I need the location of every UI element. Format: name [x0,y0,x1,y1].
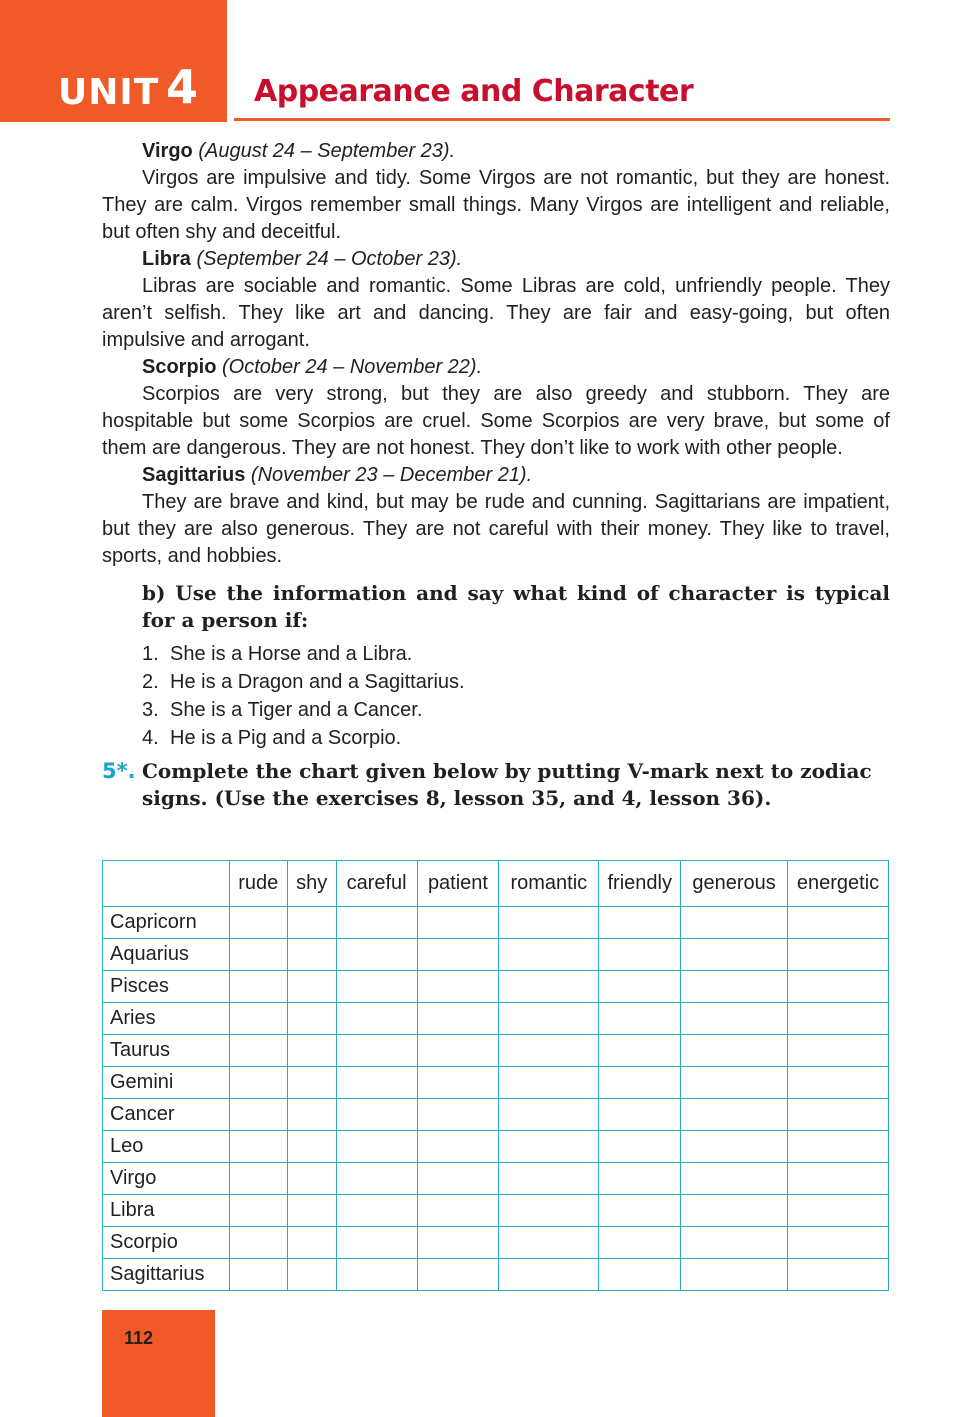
column-header: friendly [599,861,681,907]
sign-name: Virgo [142,140,193,162]
table-row [103,1003,889,1035]
mark-cell[interactable] [788,971,889,1003]
mark-cell[interactable] [287,971,336,1003]
mark-cell[interactable] [336,1163,417,1195]
mark-cell[interactable] [417,1131,499,1163]
table-row [103,1067,889,1099]
mark-cell[interactable] [287,939,336,971]
mark-cell[interactable] [417,1003,499,1035]
column-header: patient [417,861,499,907]
item-number: 1. [142,643,159,665]
table-header-row [103,861,889,907]
mark-cell[interactable] [417,1195,499,1227]
sign-heading-libra [102,246,890,273]
sign-description-sagittarius: They are brave and kind, but may be rude and cunning. Sagittarians are impatient, but they are also generous. They are not careful with their money. They like to travel, sports, and hobbies. [102,491,890,567]
column-header: rude [229,861,287,907]
column-header: generous [681,861,788,907]
item-number: 2. [142,671,159,693]
mark-cell[interactable] [788,1227,889,1259]
mark-cell[interactable] [336,1099,417,1131]
table-row [103,939,889,971]
mark-cell[interactable] [499,971,599,1003]
row-label: Capricorn [103,907,230,939]
mark-cell[interactable] [499,1099,599,1131]
mark-cell[interactable] [599,907,681,939]
mark-cell[interactable] [336,1003,417,1035]
page-number: 112 [124,1328,154,1348]
mark-cell[interactable] [229,907,287,939]
mark-cell[interactable] [287,1003,336,1035]
row-label: Sagittarius [103,1259,230,1291]
mark-cell[interactable] [681,1259,788,1291]
exercise-number: 5*. [102,759,136,783]
mark-cell[interactable] [599,1099,681,1131]
mark-cell[interactable] [229,1131,287,1163]
sign-heading-scorpio [102,354,890,381]
column-header: energetic [788,861,889,907]
mark-cell[interactable] [336,1227,417,1259]
table-row [103,1099,889,1131]
question-list [142,640,890,752]
unit-banner [0,0,227,122]
mark-cell[interactable] [681,1035,788,1067]
mark-cell[interactable] [599,971,681,1003]
mark-cell[interactable] [336,1259,417,1291]
mark-cell[interactable] [229,1003,287,1035]
mark-cell[interactable] [499,1003,599,1035]
mark-cell[interactable] [417,1259,499,1291]
list-item [142,640,890,668]
mark-cell[interactable] [287,1099,336,1131]
mark-cell[interactable] [417,1227,499,1259]
mark-cell[interactable] [229,1067,287,1099]
mark-cell[interactable] [681,1099,788,1131]
column-header: careful [336,861,417,907]
mark-cell[interactable] [287,1195,336,1227]
mark-cell[interactable] [599,939,681,971]
mark-cell[interactable] [681,1003,788,1035]
item-number: 3. [142,699,159,721]
mark-cell[interactable] [417,1067,499,1099]
table-row [103,1227,889,1259]
row-label: Pisces [103,971,230,1003]
mark-cell[interactable] [336,1067,417,1099]
sign-heading-virgo [102,138,890,165]
table-row [103,907,889,939]
mark-cell[interactable] [788,907,889,939]
sign-dates: (October 24 – November 22). [222,356,483,378]
mark-cell[interactable] [336,971,417,1003]
mark-cell[interactable] [788,1259,889,1291]
sign-description-libra: Libras are sociable and romantic. Some Libras are cold, unfriendly people. They aren’t selfish. They like art and dancing. They are fair and easy-going, but often impulsive and arrogant. [102,275,890,351]
table-row [103,1035,889,1067]
row-label: Aries [103,1003,230,1035]
row-label: Leo [103,1131,230,1163]
mark-cell[interactable] [417,1099,499,1131]
column-header: romantic [499,861,599,907]
mark-cell[interactable] [788,939,889,971]
sign-name: Sagittarius [142,464,246,486]
item-text: He is a Pig and a Scorpio. [170,727,402,749]
task-b-instruction: b) Use the information and say what kind of character is typical for a person if: [142,581,890,632]
title-underline [234,118,890,121]
mark-cell[interactable] [229,1163,287,1195]
mark-cell[interactable] [229,939,287,971]
mark-cell[interactable] [229,1227,287,1259]
mark-cell[interactable] [599,1131,681,1163]
mark-cell[interactable] [499,907,599,939]
item-text: He is a Dragon and a Sagittarius. [170,671,465,693]
row-label: Libra [103,1195,230,1227]
mark-cell[interactable] [336,1035,417,1067]
mark-cell[interactable] [336,1131,417,1163]
mark-cell[interactable] [681,971,788,1003]
mark-cell[interactable] [499,1163,599,1195]
mark-cell[interactable] [499,1227,599,1259]
table-row [103,1259,889,1291]
mark-cell[interactable] [788,1067,889,1099]
zodiac-character-chart [102,860,889,1291]
mark-cell[interactable] [336,1195,417,1227]
sign-description-scorpio: Scorpios are very strong, but they are also greedy and stubborn. They are hospitable but some Scorpios are cruel. Some Scorpios are very brave, but some of them are dangerous. They are not honest. They don’t like to work with other people. [102,383,890,459]
mark-cell[interactable] [229,971,287,1003]
mark-cell[interactable] [599,1227,681,1259]
unit-number: 4 [166,60,199,114]
mark-cell[interactable] [681,1067,788,1099]
mark-cell[interactable] [287,1067,336,1099]
item-number: 4. [142,727,159,749]
sign-heading-sagittarius [102,462,890,489]
mark-cell[interactable] [599,1195,681,1227]
sign-dates: (August 24 – September 23). [198,140,456,162]
mark-cell[interactable] [336,907,417,939]
mark-cell[interactable] [287,1227,336,1259]
sign-dates: (November 23 – December 21). [250,464,533,486]
mark-cell[interactable] [417,1035,499,1067]
mark-cell[interactable] [229,1035,287,1067]
mark-cell[interactable] [681,939,788,971]
mark-cell[interactable] [336,939,417,971]
mark-cell[interactable] [599,1003,681,1035]
mark-cell[interactable] [499,1067,599,1099]
mark-cell[interactable] [788,1195,889,1227]
mark-cell[interactable] [287,1035,336,1067]
mark-cell[interactable] [417,939,499,971]
table-body [103,907,889,1291]
sign-name: Scorpio [142,356,217,378]
mark-cell[interactable] [287,1259,336,1291]
row-label: Virgo [103,1163,230,1195]
mark-cell[interactable] [788,1003,889,1035]
table-row [103,1163,889,1195]
mark-cell[interactable] [229,1195,287,1227]
exercise-instruction: Complete the chart given below by putting V-mark next to zodiac signs. (Use the exercises 8, lesson 35, and 4, lesson 36). [142,759,872,810]
list-item [142,724,890,752]
mark-cell[interactable] [681,1131,788,1163]
mark-cell[interactable] [229,1259,287,1291]
mark-cell[interactable] [788,1163,889,1195]
mark-cell[interactable] [599,1259,681,1291]
row-label: Cancer [103,1099,230,1131]
corner-cell [103,861,230,907]
mark-cell[interactable] [599,1035,681,1067]
row-label: Taurus [103,1035,230,1067]
sign-description-virgo: Virgos are impulsive and tidy. Some Virgos are not romantic, but they are honest. They are calm. Virgos remember small things. Many Virgos are intelligent and reliable, but often shy and deceitful. [102,167,890,243]
exercise-5 [102,758,890,812]
row-label: Aquarius [103,939,230,971]
page-title: Appearance and Character [254,74,694,109]
mark-cell[interactable] [681,1163,788,1195]
mark-cell[interactable] [599,1163,681,1195]
row-label: Gemini [103,1067,230,1099]
sign-dates: (September 24 – October 23). [196,248,463,270]
table-row [103,971,889,1003]
mark-cell[interactable] [499,1131,599,1163]
mark-cell[interactable] [599,1067,681,1099]
unit-label: UNIT [58,72,160,113]
sign-name: Libra [142,248,191,270]
mark-cell[interactable] [788,1099,889,1131]
mark-cell[interactable] [499,939,599,971]
mark-cell[interactable] [499,1035,599,1067]
list-item [142,696,890,724]
mark-cell[interactable] [287,907,336,939]
mark-cell[interactable] [788,1131,889,1163]
column-header: shy [287,861,336,907]
mark-cell[interactable] [417,971,499,1003]
mark-cell[interactable] [417,1163,499,1195]
mark-cell[interactable] [681,1227,788,1259]
mark-cell[interactable] [287,1163,336,1195]
main-content [102,138,890,812]
mark-cell[interactable] [499,1195,599,1227]
mark-cell[interactable] [681,1195,788,1227]
mark-cell[interactable] [229,1099,287,1131]
row-label: Scorpio [103,1227,230,1259]
table-row [103,1195,889,1227]
list-item [142,668,890,696]
mark-cell[interactable] [788,1035,889,1067]
mark-cell[interactable] [417,907,499,939]
mark-cell[interactable] [499,1259,599,1291]
table-row [103,1131,889,1163]
mark-cell[interactable] [681,907,788,939]
item-text: She is a Tiger and a Cancer. [170,699,423,721]
mark-cell[interactable] [287,1131,336,1163]
page-number-box [102,1310,215,1417]
item-text: She is a Horse and a Libra. [170,643,413,665]
